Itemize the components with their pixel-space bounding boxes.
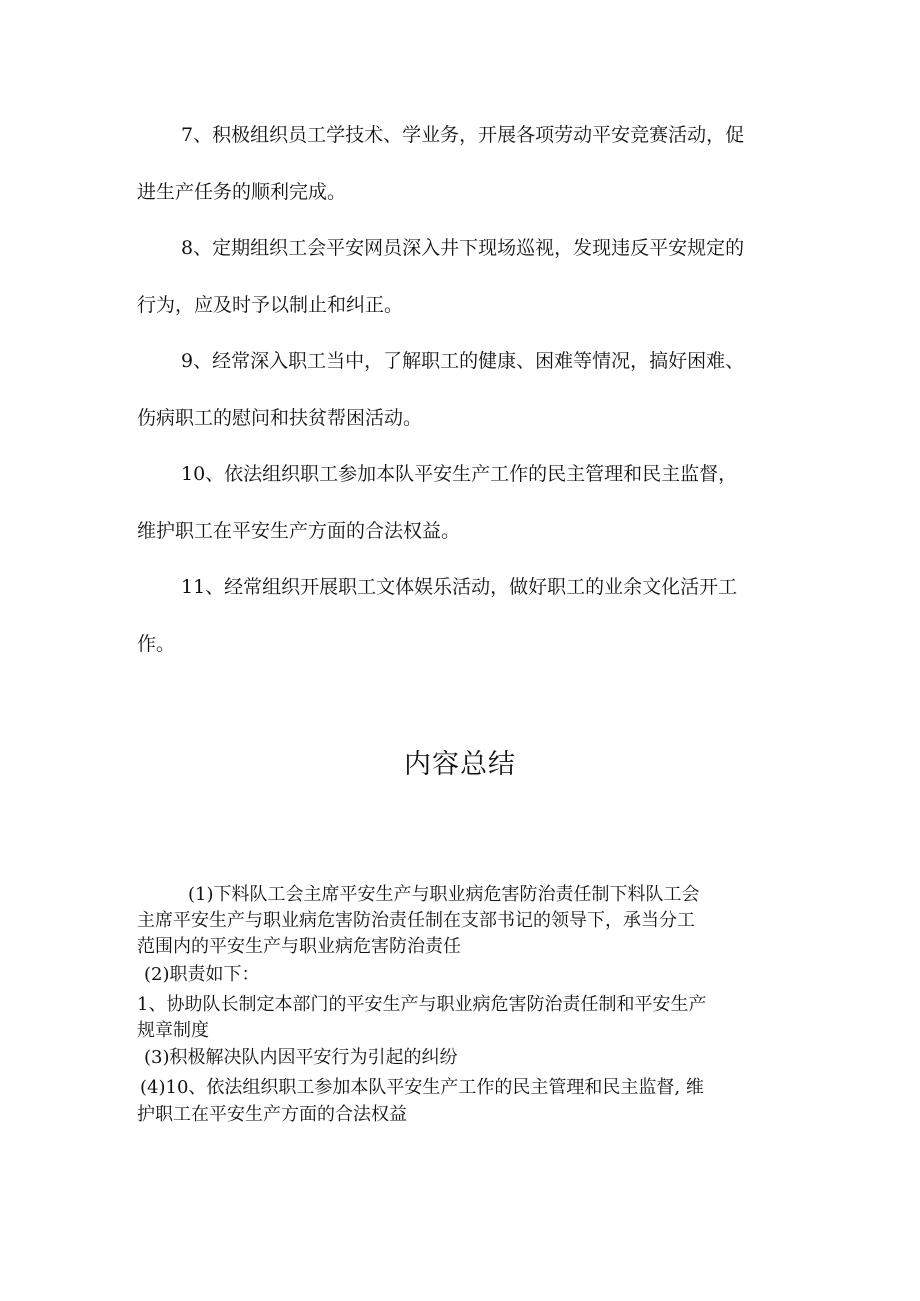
summary-line: 范围内的平安生产与职业病危害防治责任 (137, 936, 461, 957)
duty-item-line: 8、定期组织工会平安网员深入井下现场巡视，发现违反平安规定的 (181, 237, 745, 259)
duty-item-line: 10、依法组织职工参加本队平安生产工作的民主管理和民主监督， (181, 463, 738, 485)
summary-line: (1)下料队工会主席平安生产与职业病危害防治责任制下料队工会 (188, 884, 700, 905)
duty-item-line: 行为，应及时予以制止和纠正。 (137, 294, 404, 316)
summary-line: (2)职责如下： (144, 964, 260, 985)
summary-line: (4)10、依法组织职工参加本队平安生产工作的民主管理和民主监督, 维 (140, 1077, 704, 1098)
summary-line: (3)积极解决队内因平安行为引起的纠纷 (144, 1047, 458, 1068)
summary-line: 规章制度 (137, 1020, 209, 1041)
summary-line: 主席平安生产与职业病危害防治责任制在支部书记的领导下，承当分工 (137, 910, 695, 931)
duty-item-line: 11、经常组织开展职工文体娱乐活动，做好职工的业余文化活开工 (181, 576, 738, 598)
summary-line: 1、协助队长制定本部门的平安生产与职业病危害防治责任制和平安生产 (137, 994, 707, 1015)
duty-item-line: 7、积极组织员工学技术、学业务，开展各项劳动平安竞赛活动，促 (181, 124, 745, 146)
summary-title: 内容总结 (404, 749, 516, 780)
summary-line: 护职工在平安生产方面的合法权益 (137, 1104, 407, 1125)
duty-item-line: 作。 (137, 633, 176, 655)
duty-item-line: 伤病职工的慰问和扶贫帮困活动。 (137, 407, 423, 429)
duty-item-line: 9、经常深入职工当中，了解职工的健康、困难等情况，搞好困难、 (181, 350, 745, 372)
duty-item-line: 进生产任务的顺利完成。 (137, 181, 347, 203)
duty-item-line: 维护职工在平安生产方面的合法权益。 (137, 520, 461, 542)
